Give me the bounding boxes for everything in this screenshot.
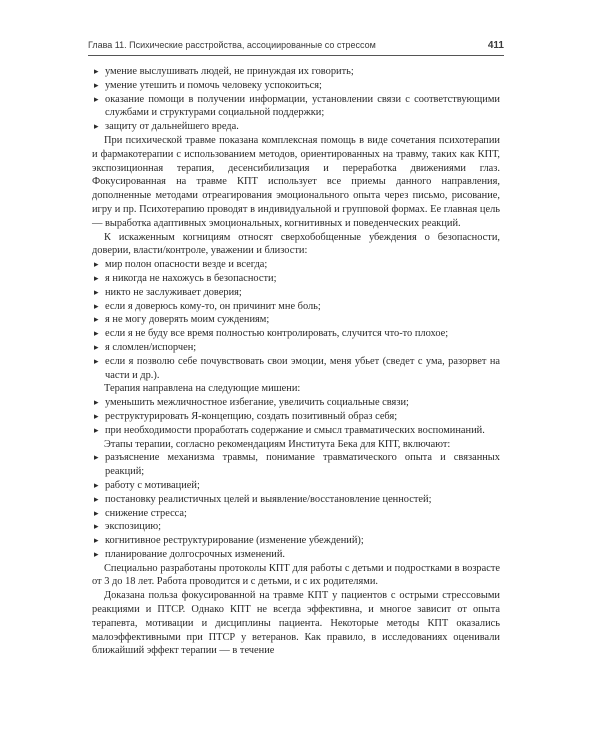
list-item: ▸ разъяснение механизма травмы, понимание травматического опыта и связанных реакций; xyxy=(92,451,500,479)
list-item: ▸ реструктурировать Я-концепцию, создать позитивный образ себя; xyxy=(92,410,500,424)
list-item: ▸ оказание помощи в получении информации, установлении связи с соответствующими службами и структурами социальной поддержки; xyxy=(92,93,500,121)
list-item: ▸ я никогда не нахожусь в безопасности; xyxy=(92,272,500,286)
list-item: ▸ если я доверюсь кому-то, он причинит мне боль; xyxy=(92,300,500,314)
list-item: ▸ если я не буду все время полностью контролировать, случится что-то плохое; xyxy=(92,327,500,341)
running-title: Глава 11. Психические расстройства, ассоциированные со стрессом xyxy=(88,40,376,50)
paragraph: Доказана польза фокусированной на травме КПТ у пациентов с острыми стрессовыми реакциями и ПТСР. Однако КПТ не всегда эффективна, и многое зависит от опыта терапевта, мотивации и дисциплины пациента. Некоторые методы КПТ оказались малоэффективными при ПТСР у ветеранов. Как правило, в исследованиях оценивали ближайший эффект терапии — в течение xyxy=(92,590,500,657)
list-item: ▸ умение утешить и помочь человеку успокоиться; xyxy=(92,79,500,93)
list-item: ▸ работу с мотивацией; xyxy=(92,479,500,493)
list-item: ▸ постановку реалистичных целей и выявление/восстановление ценностей; xyxy=(92,493,500,507)
list-item: ▸ экспозицию; xyxy=(92,520,500,534)
list-item: ▸ при необходимости проработать содержание и смысл травматических воспоминаний. xyxy=(92,424,500,438)
list-item: ▸ мир полон опасности везде и всегда; xyxy=(92,258,500,272)
header-rule xyxy=(88,55,504,56)
page-number: 411 xyxy=(487,40,504,51)
paragraph: Терапия направлена на следующие мишени: xyxy=(104,383,301,395)
page-body xyxy=(92,65,500,658)
list-item: ▸ я сломлен/испорчен; xyxy=(92,341,500,355)
paragraph: К искаженным когнициям относят сверхобобщенные убеждения о безопасности, доверии, власти/контроле, уважении и близости: xyxy=(92,231,500,257)
list-item: ▸ умение выслушивать людей, не принуждая их говорить; xyxy=(92,65,500,79)
list-item: ▸ когнитивное реструктурирование (изменение убеждений); xyxy=(92,534,500,548)
running-header xyxy=(88,40,504,51)
list-item: ▸ защиту от дальнейшего вреда. xyxy=(92,120,500,134)
paragraph: Этапы терапии, согласно рекомендациям Института Бека для КПТ, включают: xyxy=(104,438,451,450)
list-item: ▸ я не могу доверять моим суждениям; xyxy=(92,313,500,327)
paragraph: При психической травме показана комплексная помощь в виде сочетания психотерапии и фармакотерапии с использованием методов, ориентированных на травму, таких как КПТ, экспозиционная терапия, десенсибилизация и переработка движениями глаз. Фокусированная на травме КПТ использует все приемы данного направления, дополненные методами отреагирования эмоционального опыта через письмо, рисование, игру и пр. Психотерапию проводят в индивидуальной и групповой формах. Ее главная цель — выработка адаптивных эмоциональных, когнитивных и поведенческих реакций. xyxy=(92,134,500,229)
list-item: ▸ планирование долгосрочных изменений. xyxy=(92,548,500,562)
list-item: ▸ никто не заслуживает доверия; xyxy=(92,286,500,300)
list-item: ▸ если я позволю себе почувствовать свои эмоции, меня убьет (сведет с ума, разорвет на части и др.). xyxy=(92,355,500,383)
list-item: ▸ снижение стресса; xyxy=(92,507,500,521)
list-item: ▸ уменьшить межличностное избегание, увеличить социальные связи; xyxy=(92,396,500,410)
paragraph: Специально разработаны протоколы КПТ для работы с детьми и подростками в возрасте от 3 до 18 лет. Работа проводится и с детьми, и с их родителями. xyxy=(92,562,500,588)
